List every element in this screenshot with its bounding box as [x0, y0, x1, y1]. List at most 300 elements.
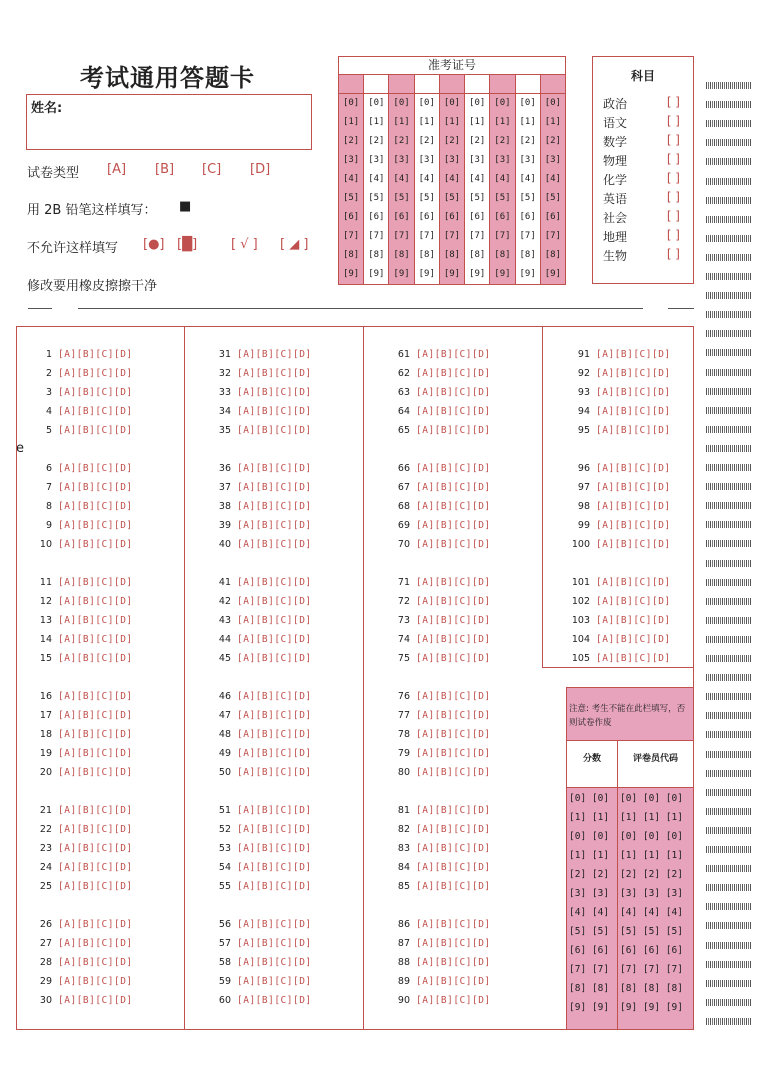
answer-options[interactable]: [A][B][C][D]: [237, 976, 312, 987]
answer-options[interactable]: [A][B][C][D]: [416, 368, 491, 379]
admission-digit-bubble[interactable]: [1]: [393, 117, 410, 127]
answer-row[interactable]: [382, 804, 491, 817]
answer-row[interactable]: [24, 367, 133, 380]
answer-row[interactable]: [382, 500, 491, 513]
answer-options[interactable]: [A][B][C][D]: [596, 425, 671, 436]
subject-bubble[interactable]: [ ]: [666, 95, 680, 109]
admission-digit-bubble[interactable]: [9]: [544, 269, 561, 279]
answer-options[interactable]: [A][B][C][D]: [416, 824, 491, 835]
admission-digit-bubble[interactable]: [6]: [494, 212, 511, 222]
answer-options[interactable]: [A][B][C][D]: [237, 862, 312, 873]
answer-row[interactable]: [24, 880, 133, 893]
answer-options[interactable]: [A][B][C][D]: [237, 387, 312, 398]
admission-digit-bubble[interactable]: [0]: [494, 98, 511, 108]
answer-row[interactable]: [24, 595, 133, 608]
answer-row[interactable]: [382, 937, 491, 950]
answer-options[interactable]: [A][B][C][D]: [416, 501, 491, 512]
admission-digit-bubble[interactable]: [6]: [544, 212, 561, 222]
answer-row[interactable]: [382, 462, 491, 475]
answer-options[interactable]: [A][B][C][D]: [596, 520, 671, 531]
answer-row[interactable]: [382, 690, 491, 703]
admission-digit-bubble[interactable]: [9]: [519, 269, 536, 279]
admission-digit-bubble[interactable]: [1]: [342, 117, 360, 127]
subject-bubble[interactable]: [ ]: [666, 171, 680, 185]
admission-digit-bubble[interactable]: [3]: [342, 155, 360, 165]
answer-options[interactable]: [A][B][C][D]: [58, 482, 133, 493]
answer-row[interactable]: [203, 937, 312, 950]
answer-options[interactable]: [A][B][C][D]: [237, 425, 312, 436]
admission-digit-bubble[interactable]: [8]: [418, 250, 435, 260]
name-field[interactable]: [26, 94, 312, 150]
admission-digit-bubble[interactable]: [1]: [443, 117, 461, 127]
answer-options[interactable]: [A][B][C][D]: [237, 995, 312, 1006]
answer-options[interactable]: [A][B][C][D]: [58, 368, 133, 379]
paper-type-option[interactable]: [A]: [107, 162, 127, 177]
answer-row[interactable]: [24, 918, 133, 931]
answer-options[interactable]: [A][B][C][D]: [58, 691, 133, 702]
answer-row[interactable]: [382, 975, 491, 988]
answer-row[interactable]: [24, 614, 133, 627]
answer-row[interactable]: [203, 804, 312, 817]
admission-digit-bubble[interactable]: [2]: [368, 136, 385, 146]
subject-bubble[interactable]: [ ]: [666, 209, 680, 223]
answer-options[interactable]: [A][B][C][D]: [416, 843, 491, 854]
admission-digit-bubble[interactable]: [4]: [544, 174, 561, 184]
answer-options[interactable]: [A][B][C][D]: [237, 482, 312, 493]
answer-options[interactable]: [A][B][C][D]: [58, 710, 133, 721]
answer-options[interactable]: [A][B][C][D]: [58, 387, 133, 398]
admission-digit-bubble[interactable]: [5]: [342, 193, 360, 203]
admission-digit-bubble[interactable]: [9]: [494, 269, 511, 279]
admission-digit-bubble[interactable]: [8]: [368, 250, 385, 260]
admission-digit-bubble[interactable]: [6]: [368, 212, 385, 222]
admission-digit-bubble[interactable]: [5]: [393, 193, 410, 203]
answer-options[interactable]: [A][B][C][D]: [58, 995, 133, 1006]
answer-row[interactable]: [24, 652, 133, 665]
answer-options[interactable]: [A][B][C][D]: [237, 805, 312, 816]
admission-digit-bubble[interactable]: [9]: [342, 269, 360, 279]
answer-options[interactable]: [A][B][C][D]: [58, 596, 133, 607]
answer-options[interactable]: [A][B][C][D]: [58, 938, 133, 949]
answer-row[interactable]: [203, 405, 312, 418]
admission-digit-bubble[interactable]: [4]: [443, 174, 461, 184]
admission-digit-box[interactable]: [490, 75, 514, 94]
subject-bubble[interactable]: [ ]: [666, 247, 680, 261]
answer-options[interactable]: [A][B][C][D]: [416, 463, 491, 474]
answer-options[interactable]: [A][B][C][D]: [416, 862, 491, 873]
admission-digit-bubble[interactable]: [7]: [469, 231, 486, 241]
admission-digit-bubble[interactable]: [7]: [443, 231, 461, 241]
answer-row[interactable]: [382, 747, 491, 760]
answer-row[interactable]: [562, 614, 671, 627]
answer-row[interactable]: [203, 481, 312, 494]
admission-digit-bubble[interactable]: [3]: [519, 155, 536, 165]
admission-digit-bubble[interactable]: [3]: [418, 155, 435, 165]
answer-options[interactable]: [A][B][C][D]: [58, 425, 133, 436]
admission-digit-bubble[interactable]: [6]: [418, 212, 435, 222]
answer-row[interactable]: [24, 937, 133, 950]
answer-row[interactable]: [24, 823, 133, 836]
answer-row[interactable]: [203, 633, 312, 646]
answer-row[interactable]: [382, 386, 491, 399]
answer-row[interactable]: [382, 766, 491, 779]
answer-row[interactable]: [24, 804, 133, 817]
answer-options[interactable]: [A][B][C][D]: [416, 767, 491, 778]
admission-digit-box[interactable]: [389, 75, 413, 94]
answer-options[interactable]: [A][B][C][D]: [58, 539, 133, 550]
answer-options[interactable]: [A][B][C][D]: [237, 463, 312, 474]
answer-options[interactable]: [A][B][C][D]: [237, 596, 312, 607]
answer-row[interactable]: [562, 538, 671, 551]
answer-options[interactable]: [A][B][C][D]: [58, 824, 133, 835]
answer-options[interactable]: [A][B][C][D]: [416, 919, 491, 930]
subject-row[interactable]: [603, 133, 688, 150]
answer-row[interactable]: [382, 880, 491, 893]
admission-digit-bubble[interactable]: [8]: [469, 250, 486, 260]
answer-options[interactable]: [A][B][C][D]: [596, 501, 671, 512]
paper-type-option[interactable]: [B]: [155, 162, 175, 177]
answer-row[interactable]: [382, 652, 491, 665]
admission-digit-bubble[interactable]: [0]: [469, 98, 486, 108]
answer-row[interactable]: [562, 576, 671, 589]
admission-digit-bubble[interactable]: [5]: [469, 193, 486, 203]
answer-options[interactable]: [A][B][C][D]: [416, 938, 491, 949]
answer-row[interactable]: [203, 500, 312, 513]
answer-options[interactable]: [A][B][C][D]: [596, 577, 671, 588]
answer-options[interactable]: [A][B][C][D]: [416, 482, 491, 493]
answer-options[interactable]: [A][B][C][D]: [58, 767, 133, 778]
answer-row[interactable]: [562, 595, 671, 608]
admission-digit-bubble[interactable]: [9]: [469, 269, 486, 279]
admission-digit-bubble[interactable]: [2]: [443, 136, 461, 146]
answer-options[interactable]: [A][B][C][D]: [596, 634, 671, 645]
admission-digit-bubble[interactable]: [7]: [544, 231, 561, 241]
answer-row[interactable]: [24, 519, 133, 532]
answer-options[interactable]: [A][B][C][D]: [416, 349, 491, 360]
admission-digit-box[interactable]: [339, 75, 363, 94]
answer-row[interactable]: [203, 538, 312, 551]
answer-options[interactable]: [A][B][C][D]: [416, 748, 491, 759]
admission-digit-bubble[interactable]: [1]: [519, 117, 536, 127]
answer-options[interactable]: [A][B][C][D]: [416, 596, 491, 607]
admission-digit-bubble[interactable]: [0]: [368, 98, 385, 108]
answer-row[interactable]: [382, 481, 491, 494]
answer-options[interactable]: [A][B][C][D]: [58, 862, 133, 873]
answer-row[interactable]: [562, 405, 671, 418]
admission-digit-bubble[interactable]: [2]: [418, 136, 435, 146]
answer-row[interactable]: [24, 994, 133, 1007]
answer-row[interactable]: [203, 595, 312, 608]
answer-options[interactable]: [A][B][C][D]: [237, 957, 312, 968]
answer-row[interactable]: [382, 956, 491, 969]
answer-options[interactable]: [A][B][C][D]: [237, 748, 312, 759]
answer-row[interactable]: [562, 500, 671, 513]
answer-options[interactable]: [A][B][C][D]: [58, 634, 133, 645]
admission-digit-bubble[interactable]: [4]: [368, 174, 385, 184]
subject-row[interactable]: [603, 209, 688, 226]
answer-options[interactable]: [A][B][C][D]: [416, 729, 491, 740]
answer-options[interactable]: [A][B][C][D]: [237, 349, 312, 360]
subject-row[interactable]: [603, 152, 688, 169]
answer-row[interactable]: [203, 690, 312, 703]
answer-row[interactable]: [24, 538, 133, 551]
answer-options[interactable]: [A][B][C][D]: [58, 501, 133, 512]
answer-row[interactable]: [382, 424, 491, 437]
answer-row[interactable]: [203, 386, 312, 399]
answer-row[interactable]: [382, 576, 491, 589]
answer-options[interactable]: [A][B][C][D]: [237, 824, 312, 835]
admission-digit-bubble[interactable]: [8]: [544, 250, 561, 260]
answer-options[interactable]: [A][B][C][D]: [237, 406, 312, 417]
admission-digit-bubble[interactable]: [3]: [494, 155, 511, 165]
admission-digit-bubble[interactable]: [3]: [469, 155, 486, 165]
admission-digit-bubble[interactable]: [4]: [342, 174, 360, 184]
answer-row[interactable]: [203, 614, 312, 627]
answer-options[interactable]: [A][B][C][D]: [58, 615, 133, 626]
answer-row[interactable]: [203, 348, 312, 361]
subject-bubble[interactable]: [ ]: [666, 152, 680, 166]
paper-type-option[interactable]: [D]: [250, 162, 271, 177]
answer-options[interactable]: [A][B][C][D]: [416, 653, 491, 664]
answer-row[interactable]: [24, 462, 133, 475]
answer-options[interactable]: [A][B][C][D]: [416, 425, 491, 436]
answer-options[interactable]: [A][B][C][D]: [237, 634, 312, 645]
answer-options[interactable]: [A][B][C][D]: [596, 615, 671, 626]
admission-digit-bubble[interactable]: [5]: [368, 193, 385, 203]
admission-digit-bubble[interactable]: [4]: [494, 174, 511, 184]
subject-row[interactable]: [603, 247, 688, 264]
admission-digit-bubble[interactable]: [0]: [443, 98, 461, 108]
answer-row[interactable]: [24, 766, 133, 779]
answer-row[interactable]: [24, 481, 133, 494]
answer-row[interactable]: [203, 823, 312, 836]
admission-digit-bubble[interactable]: [3]: [393, 155, 410, 165]
answer-options[interactable]: [A][B][C][D]: [58, 520, 133, 531]
answer-row[interactable]: [24, 747, 133, 760]
admission-digit-bubble[interactable]: [4]: [393, 174, 410, 184]
subject-bubble[interactable]: [ ]: [666, 190, 680, 204]
answer-options[interactable]: [A][B][C][D]: [596, 463, 671, 474]
answer-options[interactable]: [A][B][C][D]: [416, 615, 491, 626]
answer-row[interactable]: [382, 918, 491, 931]
answer-options[interactable]: [A][B][C][D]: [596, 368, 671, 379]
answer-row[interactable]: [24, 728, 133, 741]
admission-digit-bubble[interactable]: [5]: [443, 193, 461, 203]
admission-digit-bubble[interactable]: [4]: [418, 174, 435, 184]
admission-digit-bubble[interactable]: [6]: [469, 212, 486, 222]
answer-row[interactable]: [24, 842, 133, 855]
admission-digit-bubble[interactable]: [5]: [544, 193, 561, 203]
answer-options[interactable]: [A][B][C][D]: [58, 463, 133, 474]
answer-options[interactable]: [A][B][C][D]: [596, 406, 671, 417]
admission-digit-bubble[interactable]: [8]: [494, 250, 511, 260]
answer-row[interactable]: [24, 424, 133, 437]
answer-options[interactable]: [A][B][C][D]: [596, 539, 671, 550]
admission-digit-bubble[interactable]: [8]: [393, 250, 410, 260]
admission-digit-bubble[interactable]: [9]: [443, 269, 461, 279]
answer-options[interactable]: [A][B][C][D]: [237, 615, 312, 626]
answer-row[interactable]: [24, 709, 133, 722]
answer-row[interactable]: [24, 956, 133, 969]
answer-options[interactable]: [A][B][C][D]: [416, 387, 491, 398]
admission-digit-bubble[interactable]: [8]: [342, 250, 360, 260]
admission-digit-bubble[interactable]: [2]: [393, 136, 410, 146]
answer-row[interactable]: [382, 595, 491, 608]
admission-digit-bubble[interactable]: [6]: [519, 212, 536, 222]
answer-row[interactable]: [24, 386, 133, 399]
paper-type-option[interactable]: [C]: [202, 162, 222, 177]
answer-row[interactable]: [562, 652, 671, 665]
admission-digit-bubble[interactable]: [1]: [494, 117, 511, 127]
subject-row[interactable]: [603, 95, 688, 112]
admission-digit-bubble[interactable]: [0]: [393, 98, 410, 108]
answer-options[interactable]: [A][B][C][D]: [237, 539, 312, 550]
admission-digit-bubble[interactable]: [5]: [519, 193, 536, 203]
admission-digit-bubble[interactable]: [9]: [418, 269, 435, 279]
subject-row[interactable]: [603, 190, 688, 207]
answer-row[interactable]: [203, 975, 312, 988]
answer-options[interactable]: [A][B][C][D]: [416, 406, 491, 417]
answer-options[interactable]: [A][B][C][D]: [237, 577, 312, 588]
answer-row[interactable]: [562, 367, 671, 380]
admission-digit-bubble[interactable]: [2]: [519, 136, 536, 146]
answer-options[interactable]: [A][B][C][D]: [58, 843, 133, 854]
answer-options[interactable]: [A][B][C][D]: [58, 748, 133, 759]
answer-row[interactable]: [382, 709, 491, 722]
admission-digit-bubble[interactable]: [3]: [443, 155, 461, 165]
answer-options[interactable]: [A][B][C][D]: [416, 995, 491, 1006]
admission-digit-bubble[interactable]: [2]: [342, 136, 360, 146]
answer-options[interactable]: [A][B][C][D]: [58, 957, 133, 968]
admission-digit-box[interactable]: [415, 75, 439, 94]
answer-options[interactable]: [A][B][C][D]: [416, 976, 491, 987]
answer-row[interactable]: [24, 975, 133, 988]
admission-digit-bubble[interactable]: [1]: [469, 117, 486, 127]
admission-digit-bubble[interactable]: [5]: [494, 193, 511, 203]
answer-options[interactable]: [A][B][C][D]: [416, 539, 491, 550]
answer-options[interactable]: [A][B][C][D]: [58, 653, 133, 664]
answer-row[interactable]: [203, 861, 312, 874]
answer-options[interactable]: [A][B][C][D]: [416, 520, 491, 531]
answer-options[interactable]: [A][B][C][D]: [58, 805, 133, 816]
admission-digit-bubble[interactable]: [6]: [393, 212, 410, 222]
answer-options[interactable]: [A][B][C][D]: [237, 767, 312, 778]
answer-options[interactable]: [A][B][C][D]: [58, 406, 133, 417]
answer-row[interactable]: [203, 652, 312, 665]
admission-digit-bubble[interactable]: [2]: [494, 136, 511, 146]
admission-digit-box[interactable]: [440, 75, 464, 94]
answer-options[interactable]: [A][B][C][D]: [596, 349, 671, 360]
subject-bubble[interactable]: [ ]: [666, 133, 680, 147]
admission-digit-bubble[interactable]: [9]: [368, 269, 385, 279]
admission-digit-box[interactable]: [516, 75, 540, 94]
admission-digit-bubble[interactable]: [0]: [519, 98, 536, 108]
admission-digit-bubble[interactable]: [7]: [393, 231, 410, 241]
admission-digit-bubble[interactable]: [3]: [368, 155, 385, 165]
answer-row[interactable]: [24, 405, 133, 418]
answer-row[interactable]: [203, 994, 312, 1007]
answer-row[interactable]: [203, 367, 312, 380]
subject-bubble[interactable]: [ ]: [666, 114, 680, 128]
admission-digit-bubble[interactable]: [7]: [342, 231, 360, 241]
answer-row[interactable]: [203, 747, 312, 760]
answer-options[interactable]: [A][B][C][D]: [237, 710, 312, 721]
admission-digit-bubble[interactable]: [7]: [494, 231, 511, 241]
answer-row[interactable]: [562, 462, 671, 475]
answer-options[interactable]: [A][B][C][D]: [58, 729, 133, 740]
answer-row[interactable]: [203, 462, 312, 475]
answer-options[interactable]: [A][B][C][D]: [416, 957, 491, 968]
admission-digit-bubble[interactable]: [8]: [443, 250, 461, 260]
admission-digit-box[interactable]: [465, 75, 489, 94]
answer-options[interactable]: [A][B][C][D]: [596, 387, 671, 398]
answer-options[interactable]: [A][B][C][D]: [237, 691, 312, 702]
admission-digit-bubble[interactable]: [3]: [544, 155, 561, 165]
answer-options[interactable]: [A][B][C][D]: [237, 881, 312, 892]
answer-row[interactable]: [562, 348, 671, 361]
admission-digit-bubble[interactable]: [0]: [342, 98, 360, 108]
admission-digit-bubble[interactable]: [7]: [368, 231, 385, 241]
answer-options[interactable]: [A][B][C][D]: [416, 881, 491, 892]
answer-options[interactable]: [A][B][C][D]: [237, 368, 312, 379]
answer-row[interactable]: [382, 614, 491, 627]
answer-options[interactable]: [A][B][C][D]: [58, 919, 133, 930]
answer-row[interactable]: [382, 994, 491, 1007]
answer-options[interactable]: [A][B][C][D]: [237, 520, 312, 531]
admission-digit-bubble[interactable]: [2]: [469, 136, 486, 146]
answer-row[interactable]: [24, 348, 133, 361]
answer-row[interactable]: [24, 633, 133, 646]
subject-bubble[interactable]: [ ]: [666, 228, 680, 242]
answer-row[interactable]: [382, 519, 491, 532]
admission-digit-bubble[interactable]: [5]: [418, 193, 435, 203]
answer-options[interactable]: [A][B][C][D]: [416, 710, 491, 721]
answer-row[interactable]: [203, 519, 312, 532]
answer-row[interactable]: [382, 728, 491, 741]
answer-options[interactable]: [A][B][C][D]: [596, 596, 671, 607]
answer-options[interactable]: [A][B][C][D]: [237, 729, 312, 740]
answer-row[interactable]: [203, 728, 312, 741]
subject-row[interactable]: [603, 114, 688, 131]
answer-row[interactable]: [382, 823, 491, 836]
answer-row[interactable]: [203, 880, 312, 893]
admission-digit-bubble[interactable]: [2]: [544, 136, 561, 146]
answer-row[interactable]: [203, 709, 312, 722]
admission-digit-bubble[interactable]: [0]: [544, 98, 561, 108]
admission-digit-bubble[interactable]: [8]: [519, 250, 536, 260]
answer-options[interactable]: [A][B][C][D]: [58, 881, 133, 892]
answer-row[interactable]: [382, 348, 491, 361]
answer-options[interactable]: [A][B][C][D]: [596, 482, 671, 493]
admission-digit-bubble[interactable]: [7]: [519, 231, 536, 241]
answer-row[interactable]: [24, 500, 133, 513]
answer-row[interactable]: [382, 538, 491, 551]
answer-row[interactable]: [562, 481, 671, 494]
answer-row[interactable]: [382, 367, 491, 380]
answer-options[interactable]: [A][B][C][D]: [237, 843, 312, 854]
answer-options[interactable]: [A][B][C][D]: [237, 919, 312, 930]
answer-row[interactable]: [382, 633, 491, 646]
answer-options[interactable]: [A][B][C][D]: [596, 653, 671, 664]
answer-row[interactable]: [24, 861, 133, 874]
answer-row[interactable]: [382, 842, 491, 855]
answer-row[interactable]: [562, 386, 671, 399]
answer-row[interactable]: [24, 576, 133, 589]
answer-options[interactable]: [A][B][C][D]: [416, 577, 491, 588]
admission-digit-bubble[interactable]: [4]: [469, 174, 486, 184]
answer-row[interactable]: [203, 766, 312, 779]
answer-row[interactable]: [203, 842, 312, 855]
